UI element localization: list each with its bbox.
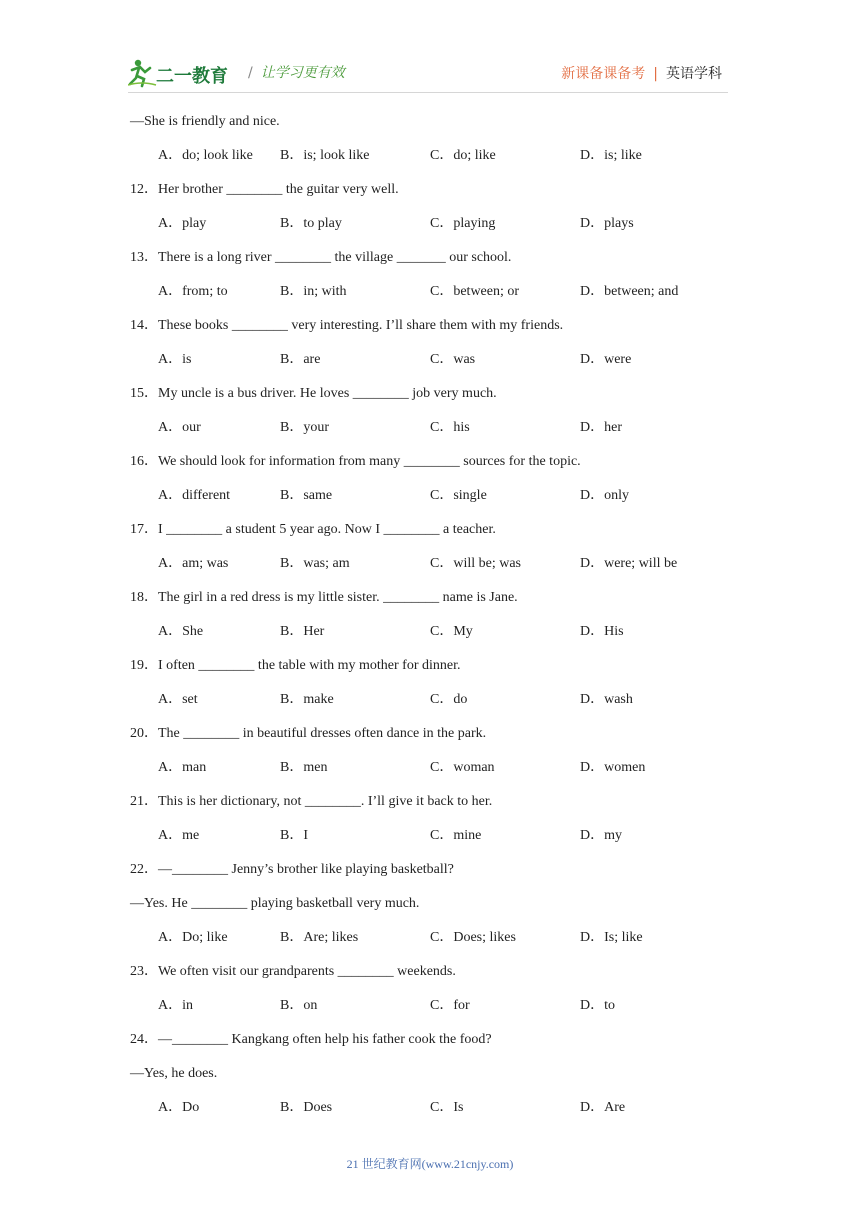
question-18-stem: 18．The girl in a red dress is my little sister. ________ name is Jane. bbox=[130, 590, 518, 605]
slogan: / 让学习更有效 bbox=[248, 65, 345, 81]
option-d: D．my bbox=[580, 828, 622, 843]
question-22-options bbox=[130, 928, 730, 962]
option-b: B．men bbox=[280, 760, 328, 775]
option-a: A．from; to bbox=[158, 284, 228, 299]
option-b: B．is; look like bbox=[280, 148, 370, 163]
option-d: D．only bbox=[580, 488, 629, 503]
question-14-options bbox=[130, 350, 730, 384]
option-d: D．His bbox=[580, 624, 624, 639]
question-23-options bbox=[130, 996, 730, 1030]
option-a: A．different bbox=[158, 488, 231, 503]
option-d: D．is; like bbox=[580, 148, 642, 163]
option-a: A．is bbox=[158, 352, 192, 367]
question-14-stem: 14．These books ________ very interesting. I’ll share them with my friends. bbox=[130, 318, 564, 333]
option-a: A．She bbox=[158, 624, 204, 639]
option-a: A．in bbox=[158, 998, 193, 1013]
page-header bbox=[128, 52, 728, 92]
option-d: D．Is; like bbox=[580, 930, 643, 945]
question-12-stem: 12．Her brother ________ the guitar very well. bbox=[130, 182, 399, 197]
question-17-stem: 17．I ________ a student 5 year ago. Now I ________ a teacher. bbox=[130, 522, 496, 537]
option-c: C．Does; likes bbox=[430, 930, 516, 945]
question-11-options bbox=[130, 146, 730, 180]
option-c: C．for bbox=[430, 998, 470, 1013]
prep-label: 新课备课备考 bbox=[561, 66, 646, 82]
question-19-stem: 19．I often ________ the table with my mother for dinner. bbox=[130, 658, 461, 673]
option-a: A．play bbox=[158, 216, 207, 231]
page-footer: 21 世纪教育网(www.21cnjy.com) bbox=[346, 1157, 514, 1171]
option-c: C．My bbox=[430, 624, 473, 639]
option-d: D．were bbox=[580, 352, 632, 367]
brand-logo bbox=[128, 58, 240, 88]
question-12-options bbox=[130, 214, 730, 248]
option-a: A．man bbox=[158, 760, 207, 775]
option-a: A．Do; like bbox=[158, 930, 228, 945]
question-19-options bbox=[130, 690, 730, 724]
option-c: C．woman bbox=[430, 760, 495, 775]
option-d: D．wash bbox=[580, 692, 633, 707]
option-d: D．were; will be bbox=[580, 556, 678, 571]
subject-label: 英语学科 bbox=[666, 66, 722, 82]
option-a: A．set bbox=[158, 692, 198, 707]
option-a: A．Do bbox=[158, 1100, 200, 1115]
option-b: B．on bbox=[280, 998, 318, 1013]
option-c: C．was bbox=[430, 352, 476, 367]
option-b: B．Her bbox=[280, 624, 325, 639]
option-b: B．Are; likes bbox=[280, 930, 359, 945]
option-b: B．to play bbox=[280, 216, 342, 231]
question-20-options bbox=[130, 758, 730, 792]
option-c: C．Is bbox=[430, 1100, 464, 1115]
option-a: A．me bbox=[158, 828, 200, 843]
option-b: B．I bbox=[280, 828, 308, 843]
question-15-stem: 15．My uncle is a bus driver. He loves ________ job very much. bbox=[130, 386, 497, 401]
option-c: C．his bbox=[430, 420, 470, 435]
option-b: B．make bbox=[280, 692, 334, 707]
question-22-stem: 22．—________ Jenny’s brother like playing basketball? bbox=[130, 862, 454, 877]
brand-name: 二一教育 bbox=[156, 66, 228, 87]
option-a: A．do; look like bbox=[158, 148, 253, 163]
question-21-options bbox=[130, 826, 730, 860]
slogan-text: 让学习更有效 bbox=[260, 65, 345, 81]
header-rule bbox=[128, 92, 728, 93]
header-right bbox=[561, 63, 722, 83]
option-c: C．do; like bbox=[430, 148, 496, 163]
option-c: C．mine bbox=[430, 828, 482, 843]
option-a: A．our bbox=[158, 420, 201, 435]
question-24-continuation: —Yes, he does. bbox=[130, 1066, 218, 1081]
option-d: D．women bbox=[580, 760, 646, 775]
question-20-stem: 20．The ________ in beautiful dresses often dance in the park. bbox=[130, 726, 487, 741]
option-b: B．was; am bbox=[280, 556, 350, 571]
question-21-stem: 21．This is her dictionary, not ________. I’ll give it back to her. bbox=[130, 794, 493, 809]
question-11-continuation: —She is friendly and nice. bbox=[130, 114, 280, 129]
question-24-options bbox=[130, 1098, 730, 1132]
option-c: C．single bbox=[430, 488, 487, 503]
question-16-options bbox=[130, 486, 730, 520]
option-d: D．her bbox=[580, 420, 622, 435]
question-18-options bbox=[130, 622, 730, 656]
question-13-stem: 13．There is a long river ________ the village _______ our school. bbox=[130, 250, 512, 265]
option-d: D．to bbox=[580, 998, 615, 1013]
question-22-continuation: —Yes. He ________ playing basketball very much. bbox=[130, 896, 420, 911]
option-d: D．plays bbox=[580, 216, 634, 231]
question-15-options bbox=[130, 418, 730, 452]
option-a: A．am; was bbox=[158, 556, 229, 571]
question-13-options bbox=[130, 282, 730, 316]
option-c: C．do bbox=[430, 692, 468, 707]
option-c: C．will be; was bbox=[430, 556, 521, 571]
question-23-stem: 23．We often visit our grandparents ________ weekends. bbox=[130, 964, 456, 979]
option-c: C．between; or bbox=[430, 284, 520, 299]
option-b: B．same bbox=[280, 488, 333, 503]
question-24-stem: 24．—________ Kangkang often help his father cook the food? bbox=[130, 1032, 492, 1047]
option-b: B．in; with bbox=[280, 284, 347, 299]
header-separator: | bbox=[653, 66, 658, 82]
option-b: B．Does bbox=[280, 1100, 333, 1115]
option-d: D．between; and bbox=[580, 284, 679, 299]
option-b: B．are bbox=[280, 352, 321, 367]
option-d: D．Are bbox=[580, 1100, 626, 1115]
option-b: B．your bbox=[280, 420, 329, 435]
question-16-stem: 16．We should look for information from many ________ sources for the topic. bbox=[130, 454, 581, 469]
option-c: C．playing bbox=[430, 216, 496, 231]
question-list bbox=[130, 112, 730, 1132]
question-17-options bbox=[130, 554, 730, 588]
